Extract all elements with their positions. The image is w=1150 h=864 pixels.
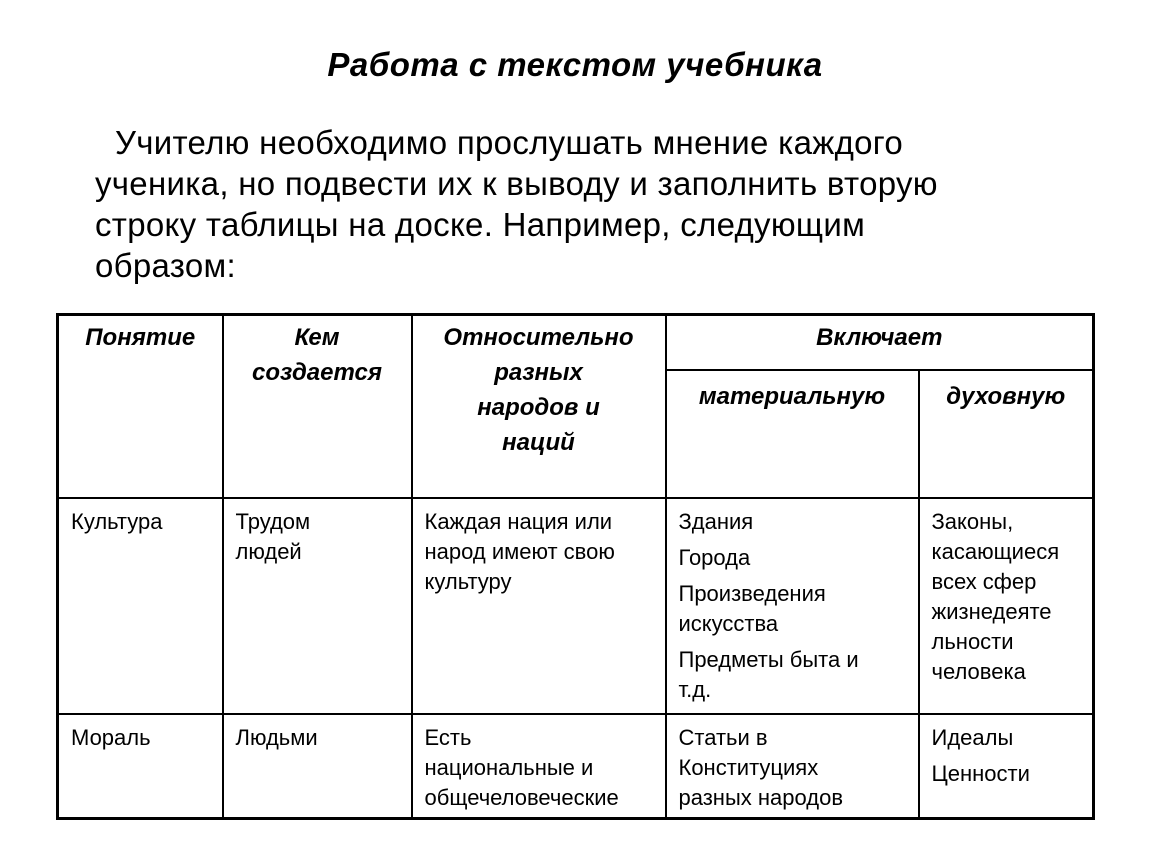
cell-relative: Каждая нация или народ имеют свою культуру [412,498,666,714]
intro-paragraph [95,122,1095,286]
cell-spiritual: Законы, касающиеся всех сфер жизнедеяте льности человека [919,498,1094,714]
header-spiritual: духовную [919,370,1094,498]
intro-line: ученика, но подвести их к выводу и заполнить вторую [95,165,938,202]
cell-concept: Культура [58,498,223,714]
cell-concept: Мораль [58,714,223,819]
cell-creator: Людьми [223,714,412,819]
header-concept: Понятие [58,315,223,498]
cell-relative: Есть национальные и общечеловеческие [412,714,666,819]
intro-line: образом: [95,247,236,284]
cell-creator: Трудом людей [223,498,412,714]
header-creator: Кем создается [223,315,412,498]
table-row [58,498,1094,714]
header-relative: Относительно разных народов и наций [412,315,666,498]
cell-material: Здания Города Произведения искусства Предметы быта и т.д. [666,498,919,714]
culture-morality-table [56,313,1095,820]
intro-line: Учителю необходимо прослушать мнение каждого [115,124,904,161]
header-includes: Включает [666,315,1094,370]
intro-line: строку таблицы на доске. Например, следующим [95,206,866,243]
table-row [58,714,1094,819]
header-material: материальную [666,370,919,498]
cell-spiritual: Идеалы Ценности [919,714,1094,819]
cell-material: Статьи в Конституциях разных народов [666,714,919,819]
page-title: Работа с текстом учебника [327,46,823,83]
